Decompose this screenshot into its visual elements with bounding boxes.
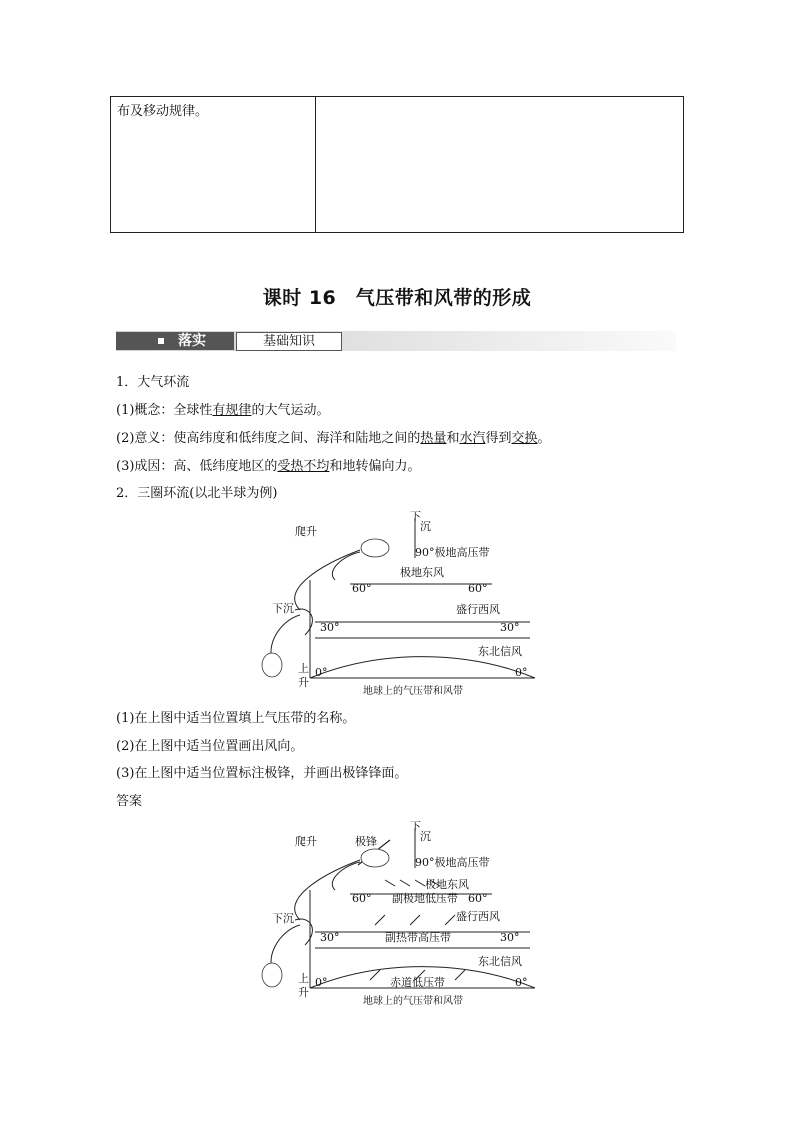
concept-line — [116, 402, 329, 420]
circulation-arrow — [332, 552, 360, 580]
label-rise: 升 — [298, 986, 309, 999]
label-lat0-left: 0° — [315, 666, 328, 679]
label-westerlies: 盛行西风 — [456, 603, 500, 616]
label-climb: 爬升 — [295, 525, 317, 538]
label-lat60-right: 60° — [468, 582, 488, 595]
label-lat60-right: 60° — [468, 892, 488, 905]
heading-atmospheric-circulation: 1．大气环流 — [116, 375, 190, 390]
hemisphere-arc — [310, 657, 535, 678]
label-climb: 爬升 — [295, 835, 317, 848]
label-westerlies: 盛行西风 — [456, 910, 500, 923]
label-polar-high: 90°极地高压带 — [415, 856, 490, 869]
label-lat0-right: 0° — [515, 666, 528, 679]
section-band-light-label: 基础知识 — [236, 332, 342, 351]
text: 。 — [537, 431, 551, 446]
label-polar-front: 极锋 — [355, 835, 377, 848]
label-rise: 上 — [298, 972, 309, 985]
section-band-dark-label: 落实 — [178, 333, 206, 349]
cloud-icon — [361, 539, 389, 557]
pressure-belt-diagram — [260, 510, 540, 700]
question-3: (3)在上图中适当位置标注极锋，并画出极锋锋面。 — [116, 766, 408, 781]
square-bullet-icon — [158, 338, 164, 344]
label-equatorial-low: 赤道低压带 — [390, 976, 445, 989]
top-table — [110, 96, 684, 233]
circulation-arrow — [332, 862, 360, 890]
underlined-text: 有规律 — [212, 403, 252, 418]
label-lat30-left: 30° — [320, 931, 340, 944]
underlined-text: 交换 — [511, 431, 538, 446]
cause-line — [116, 458, 420, 476]
label-sink-top: 沉 — [420, 520, 431, 533]
label-subpolar-low: 副极地低压带 — [392, 892, 458, 905]
label-ne-trades: 东北信风 — [478, 955, 522, 968]
significance-line — [116, 430, 551, 448]
section-band — [116, 331, 676, 351]
table-cell-right — [316, 97, 683, 232]
label-lat30-right: 30° — [500, 931, 520, 944]
cloud-icon — [262, 653, 282, 677]
label-sink-left: 下沉 — [272, 602, 294, 615]
circulation-arrow — [295, 550, 360, 610]
diagram-caption: 地球上的气压带和风带 — [363, 996, 463, 1007]
question-1: (1)在上图中适当位置填上气压带的名称。 — [116, 711, 356, 726]
label-sink-left: 下沉 — [272, 912, 294, 925]
heading-three-cell: 2．三圈环流(以北半球为例) — [116, 486, 278, 501]
label-ne-trades: 东北信风 — [478, 645, 522, 658]
diagram-caption: 地球上的气压带和风带 — [363, 686, 463, 697]
text: 的大气运动。 — [251, 403, 330, 418]
underlined-text: 受热不均 — [277, 459, 330, 474]
label-sink-top: 下 — [410, 820, 421, 833]
underlined-text: 水汽 — [459, 431, 486, 446]
label-rise: 升 — [298, 676, 309, 689]
label-lat30-left: 30° — [320, 621, 340, 634]
cloud-icon — [361, 849, 389, 867]
text: 和 — [446, 431, 460, 446]
label-lat60-left: 60° — [352, 892, 372, 905]
text: (3)成因：高、低纬度地区的 — [116, 459, 278, 474]
answer-label: 答案 — [116, 794, 143, 809]
label-lat0-left: 0° — [315, 976, 328, 989]
underlined-text: 热量 — [420, 431, 447, 446]
table-cell-left: 布及移动规律。 — [111, 97, 316, 232]
page-title: 课时 16 气压带和风带的形成 — [262, 287, 532, 309]
pressure-belt-diagram-answer — [260, 820, 540, 1010]
text: (1)概念：全球性 — [116, 403, 213, 418]
label-polar-easterlies: 极地东风 — [425, 878, 469, 891]
text: 得到 — [485, 431, 512, 446]
label-lat0-right: 0° — [515, 976, 528, 989]
label-polar-high: 90°极地高压带 — [415, 546, 490, 559]
section-band-dark — [116, 332, 234, 350]
label-subtropical-high: 副热带高压带 — [385, 931, 451, 944]
label-rise: 上 — [298, 662, 309, 675]
text: (2)意义：使高纬度和低纬度之间、海洋和陆地之间的 — [116, 431, 421, 446]
label-sink-top: 沉 — [420, 830, 431, 843]
text: 和地转偏向力。 — [329, 459, 421, 474]
label-sink-top: 下 — [410, 510, 421, 523]
label-polar-easterlies: 极地东风 — [400, 566, 444, 579]
label-lat60-left: 60° — [352, 582, 372, 595]
circulation-arrow — [295, 860, 360, 920]
question-2: (2)在上图中适当位置画出风向。 — [116, 739, 304, 754]
cloud-icon — [262, 963, 282, 987]
label-lat30-right: 30° — [500, 621, 520, 634]
